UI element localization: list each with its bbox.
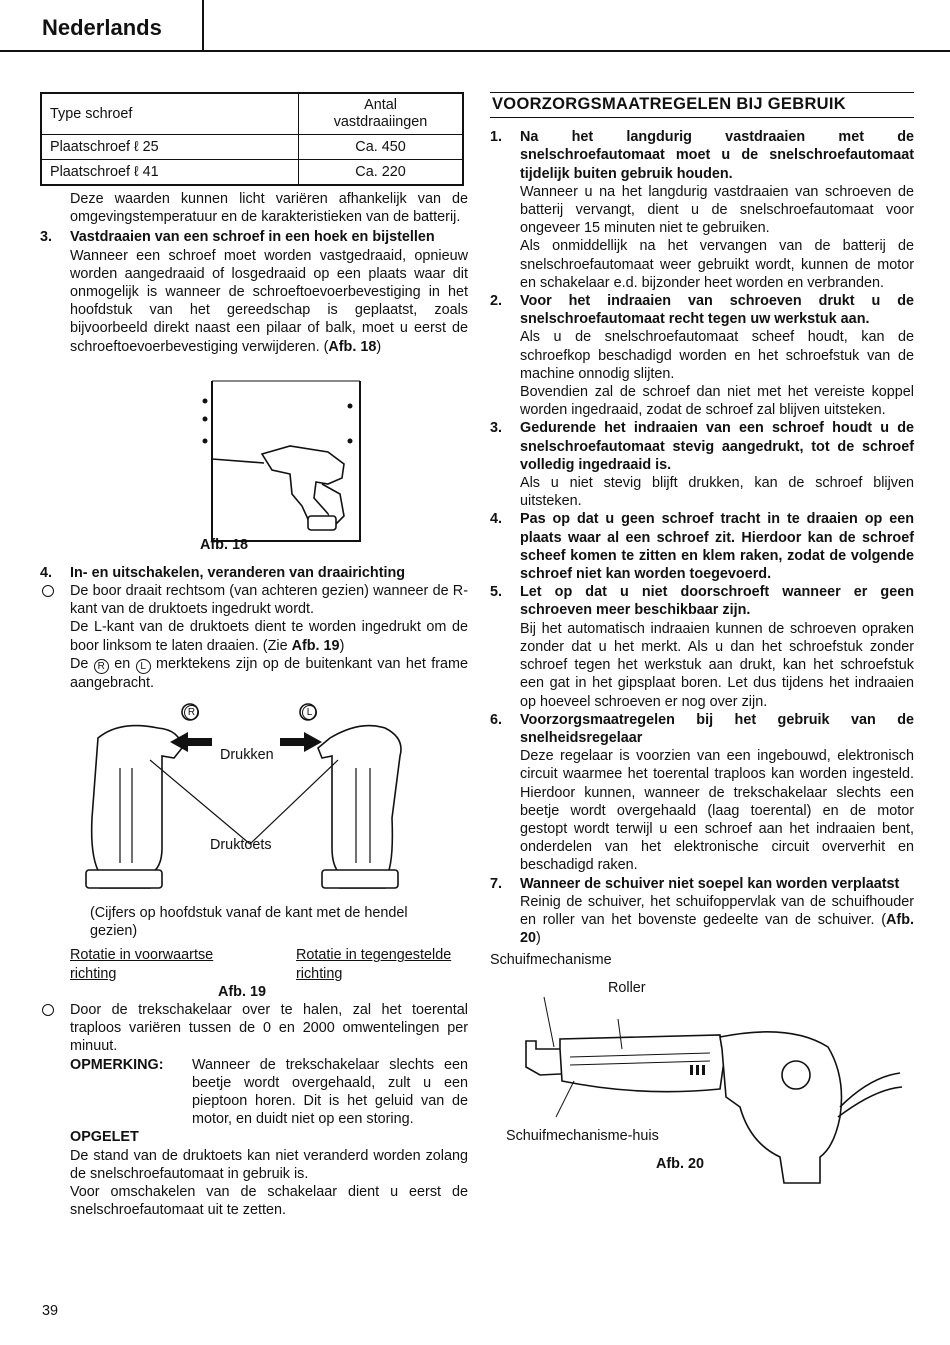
- item-text: [70, 247, 468, 356]
- item-text: [70, 655, 468, 692]
- label-roller: Roller: [608, 980, 646, 997]
- item-text-body: Reinig de schuiver, het schuifoppervlak van de schuifhouder en roller van het bovenste gedeelte van de schuiver. (: [520, 893, 914, 928]
- bullet-rotation: [40, 582, 468, 692]
- item-title: Voor het indraaien van schroeven drukt u de snelschroefautomaat recht tegen uw werkstuk aan.: [520, 293, 914, 328]
- label-forward: Rotatie in voorwaartse richting: [70, 947, 214, 982]
- header-rule: [204, 50, 950, 52]
- switch-illustration: [40, 698, 468, 904]
- figure-18: [40, 366, 468, 558]
- caution-block: [40, 1128, 468, 1219]
- item-title: Pas op dat u geen schroef tracht in te draaien op een plaats waar al een schroef zit. Hierdoor kan de schroef scheef komen te zitten en klem raken, zodat de volgende schroef niet kan worden toegevoerd.: [520, 511, 914, 583]
- r-mark-icon: R: [184, 705, 199, 720]
- item-4: [40, 564, 468, 582]
- item-number: 4.: [40, 564, 53, 581]
- precaution-5: [490, 583, 914, 710]
- screw-table: [40, 92, 464, 186]
- item-number: 4.: [490, 511, 503, 528]
- l-mark-icon: L: [136, 659, 151, 674]
- precaution-2: [490, 292, 914, 419]
- item-text-body: en: [114, 655, 131, 672]
- item-number: 2.: [490, 293, 503, 310]
- figure-ref: Afb. 19: [291, 637, 340, 654]
- item-text: Wanneer u na het langdurig vastdraaien van schroeven de batterij vervangt, dient u de snelschroefautomaat voor ongeveer 15 minuten niet te gebruiken.: [520, 183, 914, 237]
- figure-ref: Afb. 20: [520, 911, 914, 947]
- item-title: In- en uitschakelen, veranderen van draairichting: [70, 564, 406, 581]
- figure-20-caption: Afb. 20: [656, 1156, 704, 1173]
- caution-text: Voor omschakelen van de schakelaar dient u eerst de snelschroefautomaat uit te zetten.: [70, 1184, 468, 1219]
- item-number: 5.: [490, 584, 503, 601]
- table-cell: Plaatschroef ℓ 25: [41, 135, 299, 160]
- table-row: [41, 135, 463, 160]
- caution-text: De stand van de druktoets kan niet veranderd worden zolang de snelschroefautomaat in gebruik is.: [70, 1147, 468, 1182]
- item-text-body: Wanneer een schroef moet worden vastgedraaid, opnieuw worden aangedraaid of losgedraaid op een plaats waar dit onmogelijk is wanneer de schroeftoevoerbevestiging in het hoofdstuk van het gereedschap is geplaatst, zoals bijvoorbeeld direkt naast een pilaar of balk, moet u eerst de schroeftoevoerbevestiging verwijderen. (: [70, 247, 468, 355]
- item-title: Gedurende het indraaien van een schroef houdt u de snelschroefautomaat stevig aangedrukt, tot de schroef volledig ingedraaid is.: [520, 420, 914, 473]
- table-cell: Ca. 220: [299, 160, 464, 186]
- item-title: Vastdraaien van een schroef in een hoek en bijstellen: [70, 229, 435, 246]
- table-header-row: [41, 93, 463, 135]
- item-text-body: De L-kant van de druktoets dient te worden ingedrukt om de boor linksom te laten draaien. (Zie: [70, 619, 468, 654]
- table-cell: Ca. 450: [299, 135, 464, 160]
- bullet-speed: [40, 1001, 468, 1056]
- item-text: Bovendien zal de schroef dan niet met het vereiste koppel worden ingedraaid, zodat de schroef zal blijven uitsteken.: [520, 384, 914, 419]
- paren: ): [339, 637, 345, 654]
- item-text: Deze regelaar is voorzien van een ingebouwd, elektronisch circuit waarmee het toerental traploos kan worden ingesteld. Hierdoor kunnen, wanneer de trekschakelaar slechts een beetje wordt overgehaald (laag toerental) en de motor gestopt wordt terwijl u een schroef aan het indraaien bent, onderdelen van het elektronische circuit oververhit en beschadigd raken.: [520, 748, 914, 874]
- figure-19-note: (Cijfers op hoofdstuk vanaf de kant met de hendel gezien): [90, 905, 408, 940]
- note-text: Wanneer de trekschakelaar slechts een beetje wordt overgehaald, zult u een pieptoon horen. Dit is het geluid van de motor, en duidt niet op een storing.: [192, 1056, 468, 1128]
- table-note: Deze waarden kunnen licht variëren afhankelijk van de omgevingstemperatuur en de karakteristieken van de batterij.: [70, 191, 468, 226]
- item-title: Voorzorgsmaatregelen bij het gebruik van de snelheidsregelaar: [520, 711, 914, 746]
- right-column: [490, 92, 914, 1193]
- label-reverse: Rotatie in tegengestelde richting: [296, 947, 452, 982]
- item-number: 1.: [490, 129, 503, 146]
- figure-18-caption: Afb. 18: [200, 536, 248, 553]
- caution-title: OPGELET: [70, 1129, 139, 1146]
- circle-bullet-icon: [42, 585, 54, 597]
- rotation-labels: [40, 946, 468, 982]
- label-slide-housing: Schuifmechanisme-huis: [506, 1128, 659, 1145]
- item-text: [70, 618, 468, 654]
- page-number: 39: [42, 1303, 59, 1319]
- left-column: [40, 92, 468, 1220]
- figure-20: [490, 952, 914, 1193]
- item-title: Wanneer de schuiver niet soepel kan worden verplaatst: [520, 875, 900, 892]
- item-number: 7.: [490, 875, 503, 892]
- drill-corner-illustration: [40, 366, 468, 558]
- label-push: Drukken: [220, 747, 274, 764]
- precaution-3: [490, 419, 914, 510]
- item-3: [40, 228, 468, 355]
- item-number: 6.: [490, 711, 503, 728]
- paren: ): [376, 338, 382, 355]
- item-text: Bij het automatisch indraaien kunnen de schroeven opraken zonder dat u het merkt. Als u dan het schroefstuk zonder schroef tegen het werkstuk aan drukt, kan het schroefstuk een gat in het gipsplaat boren. Let dus tijdens het indraaien op hoeveel schroeven er nog over zijn.: [520, 620, 914, 710]
- table-cell: Plaatschroef ℓ 41: [41, 160, 299, 186]
- table-header-type: Type schroef: [41, 93, 299, 135]
- precaution-6: [490, 711, 914, 875]
- note-block: [40, 1056, 468, 1129]
- figure-19: [40, 698, 468, 904]
- item-text: Door de trekschakelaar over te halen, zal het toerental traploos variëren tussen de 0 en 2000 omwentelingen per minuut.: [70, 1002, 468, 1055]
- precaution-1: [490, 128, 914, 292]
- item-title: Na het langdurig vastdraaien met de snelschroefautomaat moet u de snelschroefautomaat tijdelijk buiten gebruik houden.: [520, 129, 914, 182]
- l-mark-icon: L: [302, 705, 317, 720]
- item-text-body: De: [70, 655, 89, 672]
- item-text: De boor draait rechtsom (van achteren gezien) wanneer de R-kant van de druktoets ingedrukt wordt.: [70, 583, 468, 618]
- note-key: OPMERKING:: [70, 1056, 164, 1073]
- item-text: Als u niet stevig blijft drukken, kan de schroef blijven uitsteken.: [520, 475, 914, 510]
- figure-19-caption: Afb. 19: [218, 983, 266, 1000]
- label-button: Druktoets: [210, 837, 272, 854]
- item-number: 3.: [490, 420, 503, 437]
- table-row: [41, 160, 463, 186]
- paren: ): [536, 930, 541, 947]
- item-text-body: merktekens zijn op de buitenkant van het frame aangebracht.: [70, 655, 469, 691]
- r-mark-icon: R: [94, 659, 109, 674]
- circle-bullet-icon: [42, 1004, 54, 1016]
- figure-ref: Afb. 18: [328, 338, 377, 355]
- page-language-title: Nederlands: [42, 15, 162, 40]
- item-text: [520, 893, 914, 948]
- precaution-4: [490, 510, 914, 583]
- table-header-count: Antal vastdraaiingen: [299, 93, 464, 135]
- item-number: 3.: [40, 229, 53, 246]
- section-title: VOORZORGSMAATREGELEN BIJ GEBRUIK: [490, 92, 914, 118]
- item-text: Als u de snelschroefautomaat scheef houdt, kan de schroefkop beschadigd worden en het schroefstuk van de machine onnodig slijten.: [520, 329, 914, 382]
- item-title: Let op dat u niet doorschroeft wanneer er geen schroeven meer beschikbaar zijn.: [520, 584, 914, 619]
- item-text: Als onmiddellijk na het vervangen van de batterij de snelschroefautomaat weer gebruikt wordt, kunnen de motor en schakelaar e.d. bijzonder heet worden en verbranden.: [520, 238, 914, 291]
- precaution-7: [490, 875, 914, 948]
- label-slide-mechanism: Schuifmechanisme: [490, 952, 612, 969]
